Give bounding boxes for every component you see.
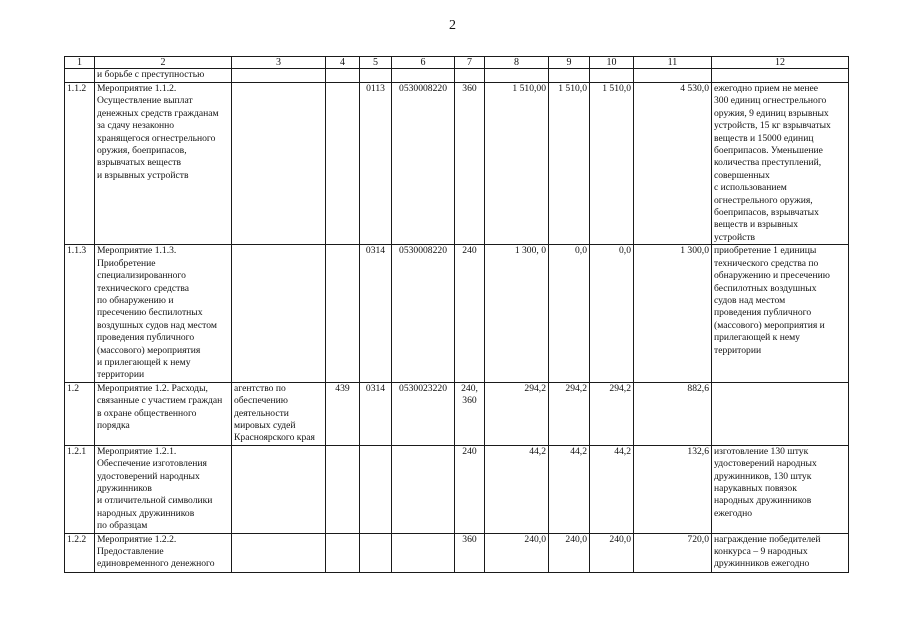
- table-row: [65, 83, 849, 245]
- program-table: [64, 56, 849, 573]
- section-code: [360, 445, 392, 533]
- grbs-code: 439: [326, 382, 360, 445]
- amount-total: 1 300,0: [634, 245, 712, 382]
- amount-total: 4 530,0: [634, 83, 712, 245]
- executor: [232, 445, 326, 533]
- target-code: [392, 69, 455, 83]
- header-cell: 10: [590, 57, 634, 69]
- target-code: 0530008220: [392, 83, 455, 245]
- table-row: [65, 69, 849, 83]
- expense-type: 240: [455, 445, 485, 533]
- amount-year2: 1 510,0: [549, 83, 590, 245]
- expense-type: 360: [455, 83, 485, 245]
- amount-total: 132,6: [634, 445, 712, 533]
- target-code: [392, 533, 455, 572]
- amount-year1: 240,0: [485, 533, 549, 572]
- page-number: 2: [449, 18, 456, 33]
- row-number: 1.2: [65, 382, 95, 445]
- grbs-code: [326, 445, 360, 533]
- amount-total: 720,0: [634, 533, 712, 572]
- row-number: 1.1.2: [65, 83, 95, 245]
- grbs-code: [326, 83, 360, 245]
- measure-name: Мероприятие 1.1.3. Приобретение специализированного технического средства по обнаружению и пресечению беспилотных воздушных судов над местом проведения публичного (массового) мероприятия и прилегающей к нему территории: [95, 245, 232, 382]
- header-row: [65, 57, 849, 69]
- table-row: [65, 382, 849, 445]
- table-row: [65, 445, 849, 533]
- expected-result: награждение победителей конкурса – 9 народных дружинников ежегодно: [712, 533, 849, 572]
- header-cell: 2: [95, 57, 232, 69]
- amount-year2: 44,2: [549, 445, 590, 533]
- amount-year2: 294,2: [549, 382, 590, 445]
- amount-year1: [485, 69, 549, 83]
- measure-name: Мероприятие 1.2.2. Предоставление единовременного денежного: [95, 533, 232, 572]
- amount-year1: 44,2: [485, 445, 549, 533]
- expense-type: 360: [455, 533, 485, 572]
- amount-year2: 0,0: [549, 245, 590, 382]
- row-number: [65, 69, 95, 83]
- expected-result: ежегодно прием не менее 300 единиц огнестрельного оружия, 9 единиц взрывных устройств, 15 кг взрывчатых веществ и 15000 единиц боеприпасов. Уменьшение количества преступлений, совершенных с использованием огнестрельного оружия, боеприпасов, взрывчатых веществ и взрывных устройств: [712, 83, 849, 245]
- header-cell: 5: [360, 57, 392, 69]
- amount-year1: 294,2: [485, 382, 549, 445]
- grbs-code: [326, 533, 360, 572]
- expected-result: [712, 69, 849, 83]
- grbs-code: [326, 245, 360, 382]
- row-number: 1.1.3: [65, 245, 95, 382]
- section-code: [360, 69, 392, 83]
- target-code: [392, 445, 455, 533]
- expense-type: 240: [455, 245, 485, 382]
- expense-type: [455, 69, 485, 83]
- amount-year2: [549, 69, 590, 83]
- row-number: 1.2.2: [65, 533, 95, 572]
- header-cell: 7: [455, 57, 485, 69]
- expected-result: [712, 382, 849, 445]
- executor: [232, 245, 326, 382]
- header-cell: 9: [549, 57, 590, 69]
- measure-name: и борьбе с преступностью: [95, 69, 232, 83]
- amount-year3: 294,2: [590, 382, 634, 445]
- expense-type: 240, 360: [455, 382, 485, 445]
- amount-total: [634, 69, 712, 83]
- executor: [232, 83, 326, 245]
- section-code: [360, 533, 392, 572]
- expected-result: приобретение 1 единицы технического средства по обнаружению и пресечению беспилотных воздушных судов над местом проведения публичного (массового) мероприятия и прилегающей к нему территории: [712, 245, 849, 382]
- header-cell: 8: [485, 57, 549, 69]
- grbs-code: [326, 69, 360, 83]
- row-number: 1.2.1: [65, 445, 95, 533]
- header-cell: 4: [326, 57, 360, 69]
- section-code: 0113: [360, 83, 392, 245]
- executor: агентство по обеспечению деятельности мировых судей Красноярского края: [232, 382, 326, 445]
- measure-name: Мероприятие 1.1.2. Осуществление выплат денежных средств гражданам за сдачу незаконно хранящегося огнестрельного оружия, боеприпасов, взрывчатых веществ и взрывных устройств: [95, 83, 232, 245]
- table-row: [65, 533, 849, 572]
- executor: [232, 533, 326, 572]
- target-code: 0530008220: [392, 245, 455, 382]
- amount-year3: 0,0: [590, 245, 634, 382]
- header-cell: 11: [634, 57, 712, 69]
- amount-year1: 1 510,00: [485, 83, 549, 245]
- target-code: 0530023220: [392, 382, 455, 445]
- amount-year1: 1 300, 0: [485, 245, 549, 382]
- amount-year3: 1 510,0: [590, 83, 634, 245]
- header-cell: 6: [392, 57, 455, 69]
- amount-year3: 44,2: [590, 445, 634, 533]
- executor: [232, 69, 326, 83]
- measure-name: Мероприятие 1.2. Расходы, связанные с участием граждан в охране общественного порядка: [95, 382, 232, 445]
- header-cell: 12: [712, 57, 849, 69]
- table-row: [65, 245, 849, 382]
- amount-year2: 240,0: [549, 533, 590, 572]
- section-code: 0314: [360, 382, 392, 445]
- amount-year3: [590, 69, 634, 83]
- amount-total: 882,6: [634, 382, 712, 445]
- expected-result: изготовление 130 штук удостоверений народных дружинников, 130 штук нарукавных повязок народных дружинников ежегодно: [712, 445, 849, 533]
- header-cell: 1: [65, 57, 95, 69]
- header-cell: 3: [232, 57, 326, 69]
- section-code: 0314: [360, 245, 392, 382]
- amount-year3: 240,0: [590, 533, 634, 572]
- measure-name: Мероприятие 1.2.1. Обеспечение изготовления удостоверений народных дружинников и отличительной символики народных дружинников по образцам: [95, 445, 232, 533]
